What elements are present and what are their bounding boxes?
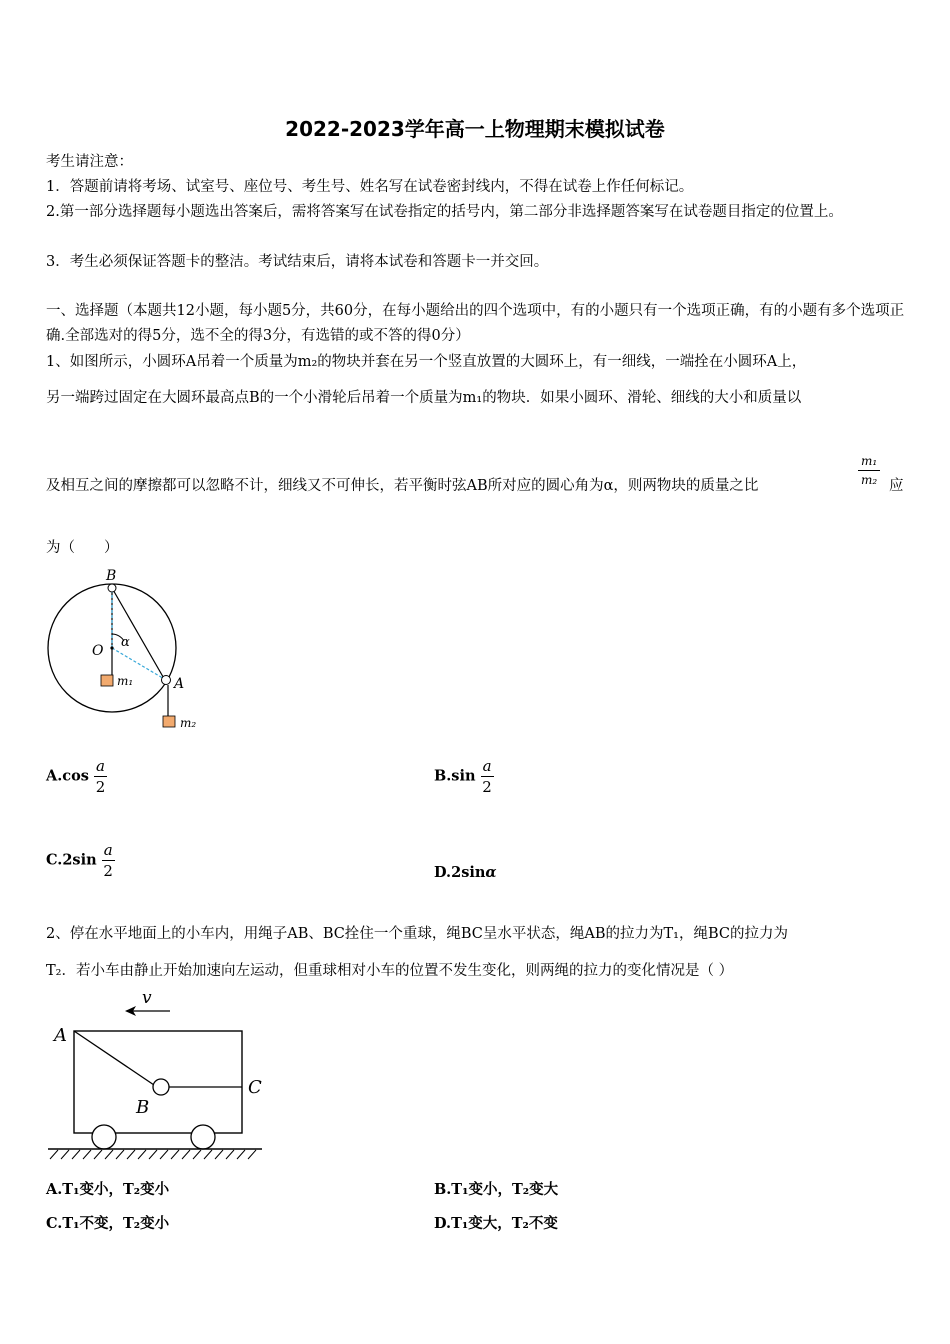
q1-option-a-prefix: A.cos — [46, 767, 89, 785]
q1-line-3: 及相互之间的摩擦都可以忽略不计，细线又不可伸长，若平衡时弦AB所对应的圆心角为α，则两物块的质量之比 — [46, 478, 759, 494]
q1-option-b-prefix: B.sin — [434, 767, 476, 785]
q1-option-c-prefix: C.2sin — [46, 851, 97, 869]
q1-option-c-den: 2 — [103, 862, 113, 880]
q1-figure — [40, 560, 220, 740]
q1-option-b[interactable] — [434, 756, 494, 797]
q2-option-d[interactable]: D.T₁变大，T₂不变 — [434, 1215, 558, 1232]
q1-mass-ratio — [858, 452, 880, 489]
label-v: v — [142, 988, 152, 1008]
notice-heading: 考生请注意： — [46, 154, 133, 170]
ratio-denominator: m₂ — [861, 473, 878, 487]
q2-line-1: 2、停在水平地面上的小车内，用绳子AB、BC拴住一个重球，绳BC呈水平状态，绳AB的拉力为T₁，绳BC的拉力为 — [46, 926, 789, 942]
page-title: 2022-2023学年高一上物理期末模拟试卷 — [285, 117, 665, 141]
q2-option-c[interactable]: C.T₁不变，T₂变小 — [46, 1215, 170, 1232]
block-m1 — [101, 675, 113, 686]
q1-option-c[interactable] — [46, 840, 115, 881]
wheel-right — [191, 1125, 215, 1149]
block-m2 — [163, 716, 175, 727]
ground-hatching — [50, 1150, 256, 1159]
label-b: B — [136, 1097, 150, 1118]
q1-option-d[interactable] — [434, 864, 497, 881]
notice-item-1: 1．答题前请将考场、试室号、座位号、考生号、姓名写在试卷密封线内，不得在试卷上作任何标记。 — [46, 179, 694, 195]
ball — [153, 1079, 169, 1095]
q2-option-a[interactable]: A.T₁变小，T₂变小 — [46, 1181, 170, 1198]
q1-option-b-den: 2 — [482, 778, 492, 796]
q1-line-3-end: 应 — [889, 478, 904, 494]
q2-line-2: T₂．若小车由静止开始加速向左运动，但重球相对小车的位置不发生变化，则两绳的拉力的变化情况是（ ） — [46, 963, 734, 979]
notice-item-2: 2.第一部分选择题每小题选出答案后，需将答案写在试卷指定的括号内，第二部分非选择题答案写在试卷题目指定的位置上。 — [46, 204, 843, 220]
label-m2: m₂ — [180, 716, 197, 730]
label-a: A — [174, 676, 185, 692]
q1-line-1: 1、如图所示，小圆环A吊着一个质量为m₂的物块并套在另一个竖直放置的大圆环上，有一细线，一端拴在小圆环A上， — [46, 354, 807, 370]
label-a: A — [54, 1025, 67, 1046]
q1-option-d-prefix: D.2sin — [434, 864, 486, 881]
q1-line-4: 为（ ） — [46, 540, 119, 556]
q1-option-a-num: a — [96, 757, 105, 775]
q1-line-2: 另一端跨过固定在大圆环最高点B的一个小滑轮后吊着一个质量为m₁的物块．如果小圆环、滑轮、细线的大小和质量以 — [46, 390, 802, 406]
rope-ab — [74, 1031, 154, 1085]
q1-option-c-num: a — [103, 841, 113, 859]
label-alpha: α — [121, 635, 130, 650]
section-heading: 一、选择题（本题共12小题，每小题5分，共60分，在每小题给出的四个选项中，有的小题只有一个选项正确，有的小题有多个选项正确.全部选对的得5分，选不全的得3分，有选错的或不答的得0分） — [46, 303, 905, 344]
ratio-numerator: m₁ — [858, 452, 880, 471]
notice-item-3: 3．考生必须保证答题卡的整洁。考试结束后，请将本试卷和答题卡一并交回。 — [46, 254, 549, 270]
label-m1: m₁ — [117, 674, 134, 688]
label-o: O — [92, 643, 104, 659]
q1-option-b-num: a — [482, 757, 492, 775]
q1-option-a[interactable] — [46, 756, 107, 797]
label-c: C — [248, 1077, 262, 1098]
wheel-left — [92, 1125, 116, 1149]
q1-option-d-var: α — [485, 864, 497, 881]
label-b: B — [106, 568, 117, 584]
small-ring-a — [162, 676, 171, 685]
q2-figure — [40, 985, 280, 1165]
q1-option-a-den: 2 — [95, 778, 106, 796]
center-dot — [110, 646, 113, 649]
pulley-b — [108, 584, 116, 592]
q2-option-b[interactable]: B.T₁变小，T₂变大 — [434, 1181, 559, 1198]
